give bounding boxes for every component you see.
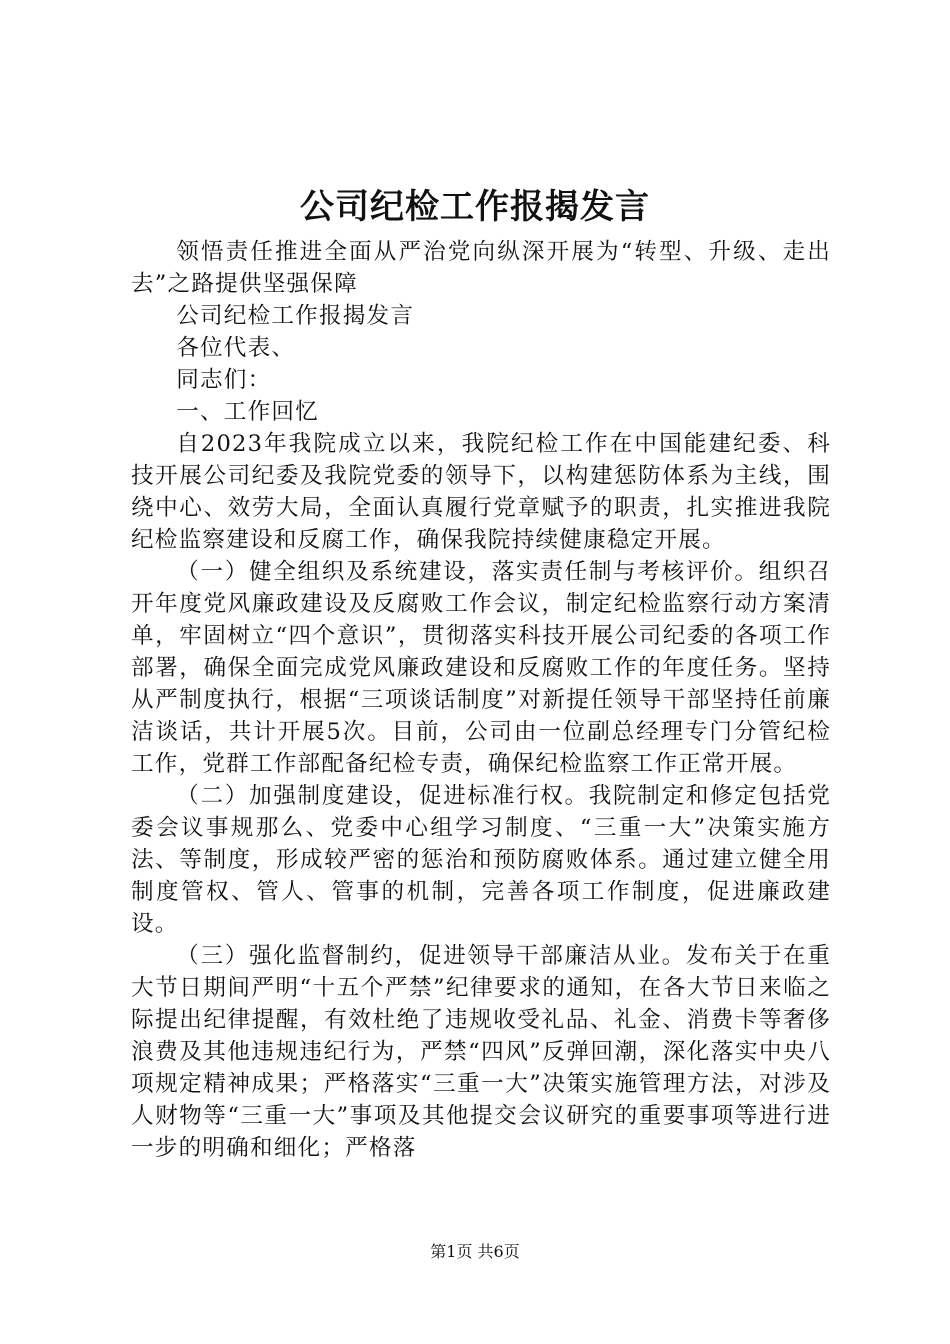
paragraph: （三）强化监督制约，促进领导干部廉洁从业。发布关于在重大节日期间严明“十五个严禁”纪律要求的通知，在各大节日来临之际提出纪律提醒，有效杜绝了违规收受礼品、礼金、消费卡等奢侈浪费及其他违规违纪行为，严禁“四风”反弹回潮，深化落实中央八项规定精神成果；严格落实“三重一大”决策实施管理方法，对涉及人财物等“三重一大”事项及其他提交会议研究的重要事项等进行进一步的明确和细化；严格落	[131, 943, 831, 1161]
paragraph: （一）健全组织及系统建设，落实责任制与考核评价。组织召开年度党风廉政建设及反腐败工作会议，制定纪检监察行动方案清单，牢固树立“四个意识”，贯彻落实科技开展公司纪委的各项工作部署，确保全面完成党风廉政建设和反腐败工作的年度任务。坚持从严制度执行，根据“三项谈话制度”对新提任领导干部坚持任前廉洁谈话，共计开展5次。目前，公司由一位副总经理专门分管纪检工作，党群工作部配备纪检专责，确保纪检监察工作正常开展。	[131, 559, 831, 777]
paragraph-heading: 公司纪检工作报揭发言	[176, 303, 415, 329]
page-indicator: 第1页 共6页	[430, 1242, 520, 1261]
document-title: 公司纪检工作报揭发言	[300, 187, 650, 227]
paragraph-salutation-2: 同志们：	[176, 367, 272, 393]
paragraph-subtitle: 领悟责任推进全面从严治党向纵深开展为“转型、升级、走出去”之路提供坚强保障	[131, 239, 831, 297]
paragraph: （二）加强制度建设，促进标准行权。我院制定和修定包括党委会议事规那么、党委中心组学习制度、“三重一大”决策实施方法、等制度，形成较严密的惩治和预防腐败体系。通过建立健全用制度管权、管人、管事的机制，完善各项工作制度，促进廉政建设。	[131, 783, 831, 937]
paragraph-salutation-1: 各位代表、	[176, 335, 296, 361]
paragraph: 自2023年我院成立以来，我院纪检工作在中国能建纪委、科技开展公司纪委及我院党委的领导下，以构建惩防体系为主线，围绕中心、效劳大局，全面认真履行党章赋予的职责，扎实推进我院纪检监察建设和反腐工作，确保我院持续健康稳定开展。	[131, 431, 831, 553]
section-heading: 一、工作回忆	[176, 399, 319, 425]
document-body	[131, 236, 831, 1164]
